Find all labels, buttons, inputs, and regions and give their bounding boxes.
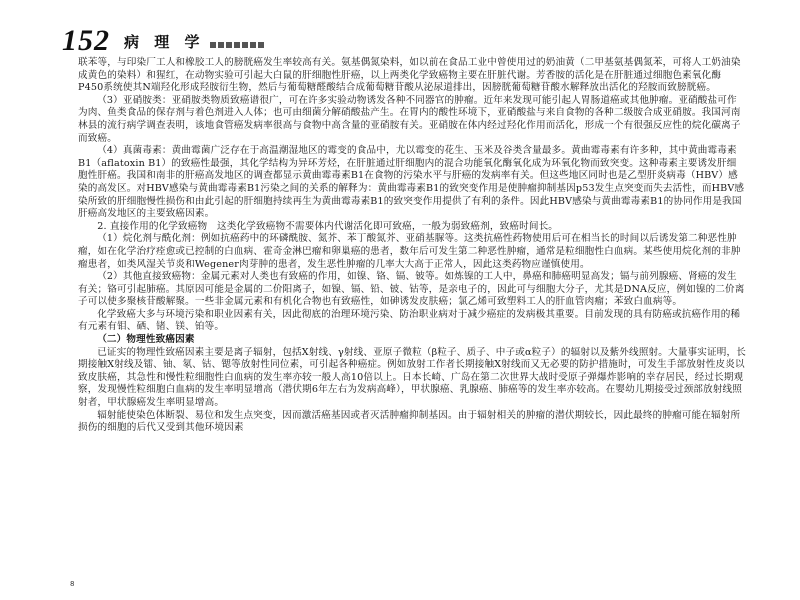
paragraph-alkylating-agents: （1）烷化剂与酰化剂：例如抗癌药中的环磷酰胺、氮芥、苯丁酸氮芥、亚硝基脲等。这类抗癌性药物使用后可在相当长的时间以后诱发第二种恶性肿瘤，如在化学治疗痊愈或已控制的白血病、霍奇金淋巴瘤和卵巢癌的患者，数年后可发生第二种恶性肿瘤，通常是粒细胞性白血病。某些使用烷化剂的非肿瘤患者，如类风湿关节炎和Wegener肉芽肿的患者，发生恶性肿瘤的几率大大高于正常人，因此这类药物应谨慎使用。 [78, 233, 741, 270]
header-decoration [210, 42, 264, 48]
paragraph-mycotoxins: （4）真菌毒素：黄曲霉菌广泛存在于高温潮湿地区的霉变的食品中，尤以霉变的花生、玉米及谷类含量最多。黄曲霉毒素有许多种，其中黄曲霉毒素B1（aflatoxin B1）的致癌性最强，其化学结构为异环芳烃，在肝脏通过肝细胞内的混合功能氧化酶氧化成为环氧化物而致突变。这种毒素主要诱发肝细胞性肝癌。我国和南非的肝癌高发地区的调查都显示黄曲霉毒素B1在食物的污染水平与肝癌的发病率有关。但这些地区同时也是乙型肝炎病毒（HBV）感染的高发区。对HBV感染与黄曲霉毒素B1污染之间的关系的解释为：黄曲霉毒素B1的致突变作用是使肿瘤抑制基因p53发生点突变而失去活性，而HBV感染所致的肝细胞慢性损伤和由此引起的肝细胞持续再生为黄曲霉毒素B1的致突变作用提供了有利的条件。因此HBV感染与黄曲霉毒素B1的协同作用是我国肝癌高发地区的主要致癌因素。 [78, 145, 745, 220]
paragraph-environmental: 化学致癌大多与环境污染和职业因素有关，因此彻底的治理环境污染、防治职业病对于减少癌症的发病极其重要。目前发现的具有防癌或抗癌作用的稀有元素有钼、硒、锗、镁、铂等。 [78, 308, 741, 333]
page-header [62, 24, 752, 57]
page-number: 152 [62, 24, 110, 57]
paragraph-nitrosamines: （3）亚硝胺类：亚硝胺类物质致癌谱很广，可在许多实验动物诱发各种不同器官的肿瘤。近年来发现可能引起人胃肠道癌或其他肿瘤。亚硝酸盐可作为肉、鱼类食品的保存剂与着色剂进入人体；也可由细菌分解硝酸盐产生。在胃内的酸性环境下，亚硝酸盐与来自食物的各种二级胺合成亚硝胺。我国河南林县的流行病学调查表明，该地食管癌发病率很高与食物中高含量的亚硝胺有关。亚硝胺在体内经过羟化作用而活化，形成一个有很强反应性的烷化碳离子而致癌。 [78, 94, 741, 144]
footer-mark: 8 [70, 580, 75, 588]
paragraph-aromatic-amines-cont: 联苯等，与印染厂工人和橡胶工人的膀胱癌发生率较高有关。氨基偶氮染料，如以前在食品工业中曾使用过的奶油黄（二甲基氨基偶氮苯，可将人工奶油染成黄色的染料）和猩红，在动物实验可引起大白鼠的肝细胞性肝癌，以上两类化学致癌物主要在肝脏代谢。芳香胺的活化是在肝脏通过细胞色素氧化酶P450系统使其N端羟化形成羟胺衍生物，然后与葡萄糖醛酸结合成葡萄糖苷酸从泌尿道排出，因膀胱葡萄糖苷酸水解释放出活化的羟胺而致膀胱癌。 [78, 57, 741, 94]
section-heading-physical-carcinogens: （二）物理性致癌因素 [97, 334, 195, 346]
paragraph-radiation: 已证实的物理性致癌因素主要是离子辐射，包括X射线、γ射线、亚原子微粒（β粒子、质子、中子或α粒子）的辐射以及紫外线照射。大量事实证明，长期接触X射线及镭、铀、氡、钴、锶等放射性同位素，可引起各种癌症。例如放射工作者长期接触X射线而又无必要的防护措施时，可发生手部放射性皮炎以致皮肤癌，其急性和慢性粒细胞性白血病的发生率亦较一般人高10倍以上。日本长崎、广岛在第二次世界大战时受原子弹爆炸影响的幸存居民，经过长期观察，发现慢性粒细胞白血病的发生率明显增高（潜伏期6年左右为发病高峰），甲状腺癌、乳腺癌、肺癌等的发生率亦较高。在婴幼儿期接受过颈部放射线照射者，甲状腺癌发生率明显增高。 [78, 346, 746, 409]
paragraph-other-direct-carcinogens: （2）其他直接致癌物：金属元素对人类也有致癌的作用，如镍、铬、镉、铍等。如炼镍的工人中，鼻癌和肺癌明显高发；镉与前列腺癌、肾癌的发生有关；铬可引起肺癌。其原因可能是金属的二价阳离子，如镍、镉、铅、铍、钴等，是亲电子的，因此可与细胞大分子，尤其是DNA反应，例如镍的二价离子可以使多聚核苷酸解聚。一些非金属元素和有机化合物也有致癌性，如砷诱发皮肤癌；氯乙烯可致塑料工人的肝血管肉瘤；苯致白血病等。 [78, 271, 745, 308]
paragraph-radiation-mechanism: 辐射能使染色体断裂、易位和发生点突变，因而激活癌基因或者灭活肿瘤抑制基因。由于辐射相关的肿瘤的潜伏期较长，因此最终的肿瘤可能在辐射所损伤的细胞的后代又受到其他环境因素 [78, 409, 741, 434]
paragraph-direct-carcinogens: 2. 直接作用的化学致癌物 这类化学致癌物不需要体内代谢活化即可致癌，一般为弱致癌剂，致癌时间长。 [97, 220, 559, 232]
book-title: 病 理 学 [124, 33, 205, 51]
body-text [78, 57, 746, 435]
